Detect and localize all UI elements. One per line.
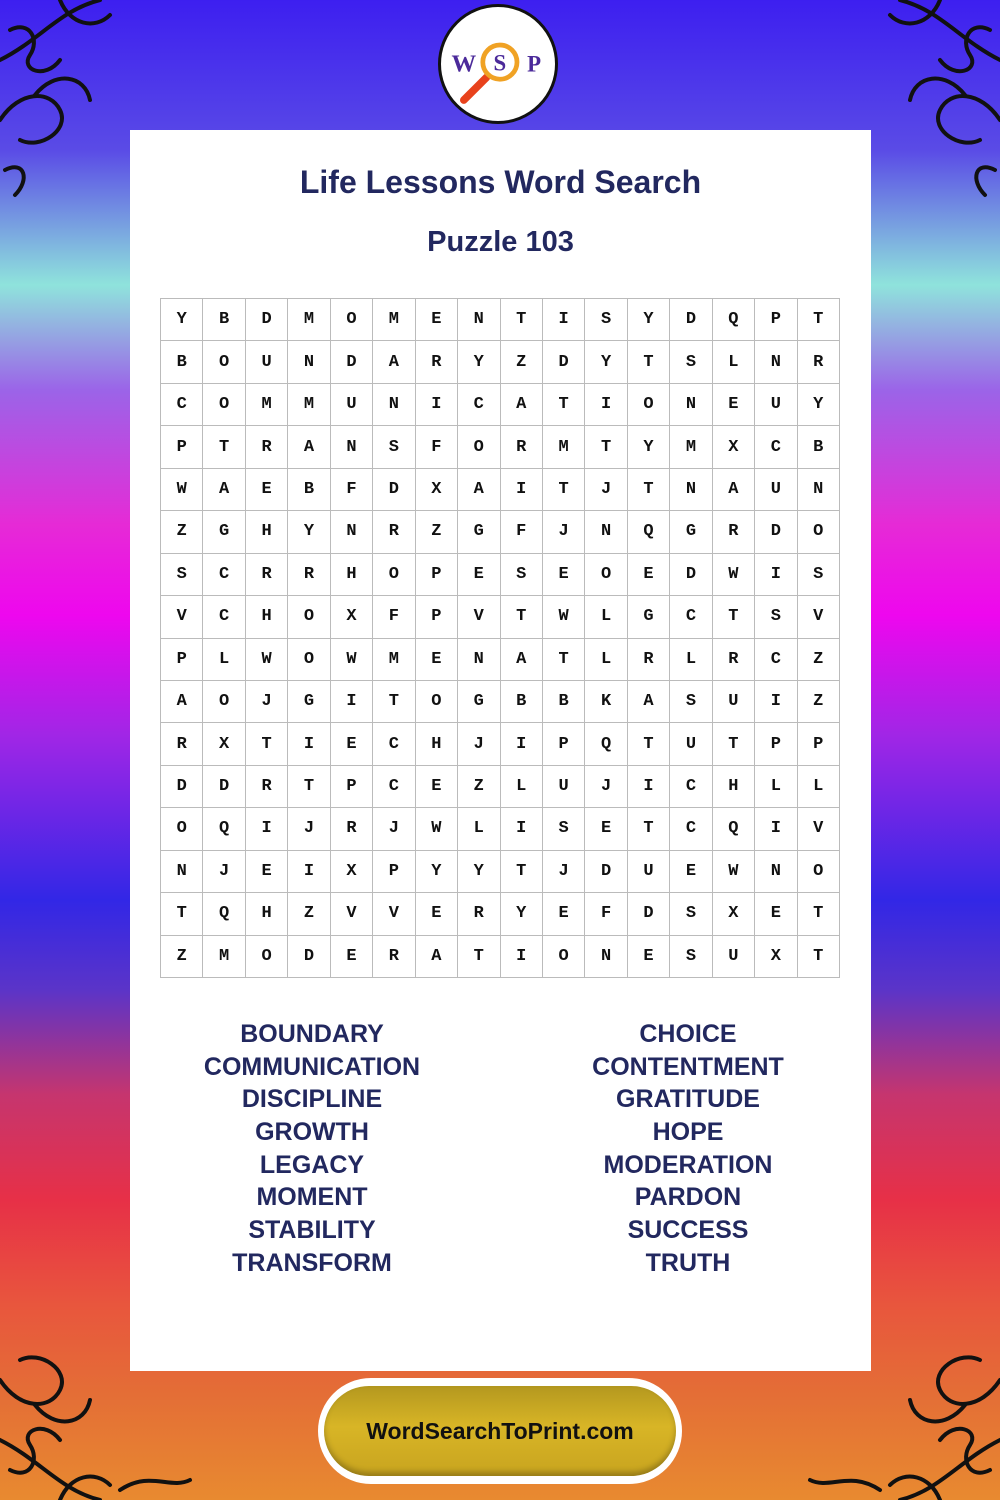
grid-cell: R bbox=[331, 808, 373, 850]
grid-cell: P bbox=[161, 639, 203, 681]
grid-cell: Z bbox=[161, 936, 203, 978]
grid-cell: N bbox=[670, 469, 712, 511]
grid-cell: A bbox=[713, 469, 755, 511]
grid-cell: O bbox=[628, 384, 670, 426]
grid-cell: I bbox=[416, 384, 458, 426]
grid-cell: R bbox=[161, 723, 203, 765]
grid-cell: X bbox=[713, 426, 755, 468]
grid-cell: O bbox=[288, 596, 330, 638]
grid-cell: V bbox=[798, 808, 840, 850]
word-item: BOUNDARY bbox=[240, 1020, 384, 1048]
grid-cell: U bbox=[331, 384, 373, 426]
grid-cell: A bbox=[628, 681, 670, 723]
grid-cell: P bbox=[373, 851, 415, 893]
grid-cell: B bbox=[501, 681, 543, 723]
word-item: MODERATION bbox=[603, 1150, 773, 1179]
grid-cell: D bbox=[373, 469, 415, 511]
grid-cell: W bbox=[331, 639, 373, 681]
grid-cell: C bbox=[203, 596, 245, 638]
grid-cell: R bbox=[373, 936, 415, 978]
grid-cell: M bbox=[543, 426, 585, 468]
grid-cell: O bbox=[798, 851, 840, 893]
grid-cell: C bbox=[670, 596, 712, 638]
grid-cell: X bbox=[331, 596, 373, 638]
grid-cell: L bbox=[458, 808, 500, 850]
grid-cell: J bbox=[585, 766, 627, 808]
grid-cell: V bbox=[458, 596, 500, 638]
grid-cell: A bbox=[288, 426, 330, 468]
grid-cell: S bbox=[670, 893, 712, 935]
grid-cell: T bbox=[543, 639, 585, 681]
grid-cell: V bbox=[798, 596, 840, 638]
grid-cell: L bbox=[798, 766, 840, 808]
grid-cell: I bbox=[331, 681, 373, 723]
grid-cell: G bbox=[458, 681, 500, 723]
grid-cell: O bbox=[161, 808, 203, 850]
grid-cell: N bbox=[670, 384, 712, 426]
grid-cell: I bbox=[755, 808, 797, 850]
grid-cell: O bbox=[203, 384, 245, 426]
grid-cell: R bbox=[628, 639, 670, 681]
logo-letter-w: W bbox=[451, 50, 477, 78]
grid-cell: F bbox=[373, 596, 415, 638]
grid-cell: N bbox=[331, 511, 373, 553]
grid-cell: P bbox=[416, 554, 458, 596]
page-title: Life Lessons Word Search bbox=[299, 164, 702, 200]
grid-cell: E bbox=[331, 723, 373, 765]
grid-cell: L bbox=[670, 639, 712, 681]
grid-cell: T bbox=[501, 596, 543, 638]
grid-cell: B bbox=[161, 341, 203, 383]
grid-cell: O bbox=[288, 639, 330, 681]
grid-cell: Q bbox=[713, 299, 755, 341]
grid-cell: E bbox=[458, 554, 500, 596]
grid-cell: A bbox=[501, 384, 543, 426]
logo-letter-p: P bbox=[527, 51, 542, 77]
grid-cell: H bbox=[246, 511, 288, 553]
word-item: GROWTH bbox=[255, 1118, 369, 1147]
grid-cell: J bbox=[288, 808, 330, 850]
grid-cell: E bbox=[416, 893, 458, 935]
grid-cell: Y bbox=[458, 341, 500, 383]
grid-cell: D bbox=[161, 766, 203, 808]
grid-cell: D bbox=[543, 341, 585, 383]
grid-cell: R bbox=[501, 426, 543, 468]
grid-cell: J bbox=[246, 681, 288, 723]
grid-cell: A bbox=[161, 681, 203, 723]
grid-cell: Z bbox=[798, 681, 840, 723]
word-item: LEGACY bbox=[259, 1150, 365, 1179]
grid-cell: D bbox=[288, 936, 330, 978]
grid-cell: T bbox=[288, 766, 330, 808]
word-item: HOPE bbox=[652, 1118, 724, 1147]
grid-cell: U bbox=[755, 469, 797, 511]
grid-cell: F bbox=[501, 511, 543, 553]
grid-cell: S bbox=[585, 299, 627, 341]
grid-cell: G bbox=[203, 511, 245, 553]
grid-cell: X bbox=[755, 936, 797, 978]
grid-cell: S bbox=[670, 681, 712, 723]
grid-cell: R bbox=[713, 639, 755, 681]
grid-cell: T bbox=[798, 893, 840, 935]
word-item: PARDON bbox=[634, 1183, 742, 1212]
grid-cell: R bbox=[416, 341, 458, 383]
grid-cell: J bbox=[543, 511, 585, 553]
grid-cell: X bbox=[416, 469, 458, 511]
grid-cell: E bbox=[543, 893, 585, 935]
grid-cell: N bbox=[585, 511, 627, 553]
grid-cell: I bbox=[501, 936, 543, 978]
grid-cell: M bbox=[246, 384, 288, 426]
magnifier-handle-icon bbox=[464, 77, 487, 100]
grid-cell: F bbox=[585, 893, 627, 935]
grid-cell: Y bbox=[628, 299, 670, 341]
grid-cell: R bbox=[246, 554, 288, 596]
grid-cell: P bbox=[755, 723, 797, 765]
grid-cell: W bbox=[543, 596, 585, 638]
grid-cell: S bbox=[755, 596, 797, 638]
grid-cell: T bbox=[203, 426, 245, 468]
grid-cell: R bbox=[798, 341, 840, 383]
grid-cell: Z bbox=[798, 639, 840, 681]
grid-cell: T bbox=[798, 299, 840, 341]
grid-cell: D bbox=[203, 766, 245, 808]
grid-cell: S bbox=[543, 808, 585, 850]
grid-cell: A bbox=[458, 469, 500, 511]
grid-cell: R bbox=[288, 554, 330, 596]
word-item: DISCIPLINE bbox=[241, 1085, 383, 1114]
word-item: STABILITY bbox=[248, 1216, 376, 1245]
website-link-button[interactable]: WordSearchToPrint.com bbox=[324, 1386, 676, 1476]
grid-cell: G bbox=[670, 511, 712, 553]
grid-cell: L bbox=[713, 341, 755, 383]
grid-cell: E bbox=[416, 766, 458, 808]
grid-cell: C bbox=[458, 384, 500, 426]
grid-cell: W bbox=[713, 851, 755, 893]
grid-cell: Y bbox=[161, 299, 203, 341]
grid-cell: T bbox=[798, 936, 840, 978]
grid-cell: T bbox=[373, 681, 415, 723]
puzzle-card bbox=[130, 130, 871, 1371]
word-item: SUCCESS bbox=[627, 1216, 749, 1245]
grid-cell: T bbox=[628, 341, 670, 383]
grid-cell: H bbox=[331, 554, 373, 596]
grid-cell: T bbox=[713, 723, 755, 765]
grid-cell: N bbox=[288, 341, 330, 383]
grid-cell: T bbox=[543, 384, 585, 426]
grid-cell: C bbox=[161, 384, 203, 426]
grid-cell: P bbox=[331, 766, 373, 808]
grid-cell: V bbox=[161, 596, 203, 638]
grid-cell: T bbox=[628, 808, 670, 850]
grid-cell: I bbox=[501, 469, 543, 511]
grid-cell: S bbox=[670, 341, 712, 383]
grid-cell: Q bbox=[628, 511, 670, 553]
grid-cell: S bbox=[798, 554, 840, 596]
grid-cell: T bbox=[585, 426, 627, 468]
grid-cell: W bbox=[713, 554, 755, 596]
grid-cell: S bbox=[670, 936, 712, 978]
word-item: CHOICE bbox=[639, 1020, 737, 1048]
grid-cell: L bbox=[755, 766, 797, 808]
grid-cell: N bbox=[755, 851, 797, 893]
grid-cell: S bbox=[161, 554, 203, 596]
grid-cell: X bbox=[331, 851, 373, 893]
grid-cell: E bbox=[670, 851, 712, 893]
grid-cell: D bbox=[670, 299, 712, 341]
grid-cell: E bbox=[416, 639, 458, 681]
grid-cell: O bbox=[246, 936, 288, 978]
grid-cell: F bbox=[331, 469, 373, 511]
grid-cell: O bbox=[203, 341, 245, 383]
grid-cell: A bbox=[501, 639, 543, 681]
grid-cell: M bbox=[670, 426, 712, 468]
grid-cell: R bbox=[373, 511, 415, 553]
grid-cell: W bbox=[416, 808, 458, 850]
grid-cell: P bbox=[416, 596, 458, 638]
grid-cell: T bbox=[458, 936, 500, 978]
grid-cell: G bbox=[628, 596, 670, 638]
grid-cell: O bbox=[416, 681, 458, 723]
grid-cell: L bbox=[203, 639, 245, 681]
grid-cell: J bbox=[458, 723, 500, 765]
grid-cell: E bbox=[246, 851, 288, 893]
grid-cell: M bbox=[373, 299, 415, 341]
grid-cell: E bbox=[246, 469, 288, 511]
grid-cell: N bbox=[373, 384, 415, 426]
grid-cell: I bbox=[501, 808, 543, 850]
grid-cell: T bbox=[628, 723, 670, 765]
word-item: CONTENTMENT bbox=[592, 1052, 784, 1081]
grid-cell: I bbox=[628, 766, 670, 808]
grid-cell: Y bbox=[628, 426, 670, 468]
letter-grid bbox=[160, 298, 840, 978]
grid-cell: M bbox=[203, 936, 245, 978]
grid-cell: C bbox=[373, 723, 415, 765]
grid-cell: R bbox=[246, 426, 288, 468]
grid-cell: H bbox=[713, 766, 755, 808]
grid-cell: O bbox=[458, 426, 500, 468]
grid-cell: B bbox=[288, 469, 330, 511]
grid-cell: Y bbox=[416, 851, 458, 893]
grid-cell: Q bbox=[203, 893, 245, 935]
word-list-left bbox=[130, 1018, 494, 1280]
grid-cell: H bbox=[246, 596, 288, 638]
grid-cell: P bbox=[543, 723, 585, 765]
grid-cell: M bbox=[288, 384, 330, 426]
grid-cell: Z bbox=[416, 511, 458, 553]
grid-cell: X bbox=[203, 723, 245, 765]
grid-cell: U bbox=[713, 936, 755, 978]
grid-cell: Q bbox=[203, 808, 245, 850]
grid-cell: U bbox=[543, 766, 585, 808]
grid-cell: E bbox=[543, 554, 585, 596]
grid-cell: T bbox=[713, 596, 755, 638]
grid-cell: D bbox=[628, 893, 670, 935]
grid-cell: L bbox=[585, 596, 627, 638]
grid-cell: I bbox=[543, 299, 585, 341]
grid-cell: Q bbox=[713, 808, 755, 850]
grid-cell: W bbox=[246, 639, 288, 681]
grid-cell: S bbox=[501, 554, 543, 596]
grid-cell: W bbox=[161, 469, 203, 511]
grid-cell: J bbox=[203, 851, 245, 893]
grid-cell: O bbox=[373, 554, 415, 596]
grid-cell: T bbox=[161, 893, 203, 935]
grid-cell: Y bbox=[288, 511, 330, 553]
grid-cell: N bbox=[458, 299, 500, 341]
word-item: TRUTH bbox=[645, 1248, 731, 1277]
grid-cell: Z bbox=[501, 341, 543, 383]
grid-cell: D bbox=[585, 851, 627, 893]
grid-cell: I bbox=[755, 554, 797, 596]
grid-cell: C bbox=[670, 766, 712, 808]
word-list-right bbox=[508, 1018, 868, 1280]
grid-cell: I bbox=[755, 681, 797, 723]
grid-cell: N bbox=[161, 851, 203, 893]
grid-cell: U bbox=[246, 341, 288, 383]
grid-cell: U bbox=[755, 384, 797, 426]
grid-cell: Y bbox=[798, 384, 840, 426]
footer-url-container bbox=[318, 1378, 682, 1484]
puzzle-number: Puzzle 103 bbox=[427, 226, 574, 258]
wsp-logo bbox=[438, 4, 558, 124]
grid-cell: X bbox=[713, 893, 755, 935]
grid-cell: T bbox=[501, 299, 543, 341]
grid-cell: C bbox=[670, 808, 712, 850]
grid-cell: C bbox=[755, 426, 797, 468]
grid-cell: P bbox=[755, 299, 797, 341]
grid-cell: Q bbox=[585, 723, 627, 765]
grid-cell: C bbox=[755, 639, 797, 681]
grid-cell: L bbox=[585, 639, 627, 681]
grid-cell: O bbox=[543, 936, 585, 978]
grid-cell: R bbox=[713, 511, 755, 553]
grid-cell: H bbox=[416, 723, 458, 765]
grid-cell: E bbox=[713, 384, 755, 426]
grid-cell: D bbox=[331, 341, 373, 383]
grid-cell: B bbox=[543, 681, 585, 723]
grid-cell: I bbox=[246, 808, 288, 850]
grid-cell: D bbox=[755, 511, 797, 553]
grid-cell: Y bbox=[501, 893, 543, 935]
grid-cell: Y bbox=[585, 341, 627, 383]
grid-cell: T bbox=[501, 851, 543, 893]
grid-cell: E bbox=[628, 554, 670, 596]
grid-cell: Z bbox=[288, 893, 330, 935]
grid-cell: R bbox=[246, 766, 288, 808]
grid-cell: E bbox=[331, 936, 373, 978]
grid-cell: V bbox=[331, 893, 373, 935]
grid-cell: O bbox=[798, 511, 840, 553]
grid-cell: M bbox=[288, 299, 330, 341]
grid-cell: V bbox=[373, 893, 415, 935]
grid-cell: R bbox=[458, 893, 500, 935]
grid-cell: E bbox=[628, 936, 670, 978]
grid-cell: I bbox=[585, 384, 627, 426]
grid-cell: N bbox=[755, 341, 797, 383]
grid-cell: H bbox=[246, 893, 288, 935]
grid-cell: D bbox=[670, 554, 712, 596]
word-item: GRATITUDE bbox=[616, 1085, 760, 1114]
grid-cell: G bbox=[288, 681, 330, 723]
grid-cell: B bbox=[203, 299, 245, 341]
grid-cell: N bbox=[458, 639, 500, 681]
word-item: COMMUNICATION bbox=[203, 1052, 421, 1081]
grid-cell: E bbox=[585, 808, 627, 850]
grid-cell: U bbox=[628, 851, 670, 893]
grid-cell: O bbox=[203, 681, 245, 723]
grid-cell: J bbox=[373, 808, 415, 850]
grid-cell: C bbox=[203, 554, 245, 596]
grid-cell: P bbox=[798, 723, 840, 765]
grid-cell: E bbox=[416, 299, 458, 341]
grid-cell: I bbox=[501, 723, 543, 765]
grid-cell: K bbox=[585, 681, 627, 723]
grid-cell: O bbox=[331, 299, 373, 341]
grid-cell: N bbox=[331, 426, 373, 468]
grid-cell: L bbox=[501, 766, 543, 808]
grid-cell: E bbox=[755, 893, 797, 935]
grid-cell: U bbox=[670, 723, 712, 765]
grid-cell: P bbox=[161, 426, 203, 468]
grid-cell: A bbox=[203, 469, 245, 511]
grid-cell: M bbox=[373, 639, 415, 681]
grid-cell: F bbox=[416, 426, 458, 468]
grid-cell: T bbox=[246, 723, 288, 765]
grid-cell: N bbox=[798, 469, 840, 511]
word-item: TRANSFORM bbox=[232, 1248, 392, 1277]
grid-cell: Z bbox=[161, 511, 203, 553]
grid-cell: J bbox=[543, 851, 585, 893]
grid-cell: C bbox=[373, 766, 415, 808]
grid-cell: Z bbox=[458, 766, 500, 808]
grid-cell: A bbox=[416, 936, 458, 978]
grid-cell: A bbox=[373, 341, 415, 383]
word-item: MOMENT bbox=[256, 1183, 368, 1212]
grid-cell: D bbox=[246, 299, 288, 341]
grid-cell: B bbox=[798, 426, 840, 468]
grid-cell: G bbox=[458, 511, 500, 553]
grid-cell: O bbox=[585, 554, 627, 596]
grid-cell: U bbox=[713, 681, 755, 723]
grid-cell: I bbox=[288, 851, 330, 893]
grid-cell: I bbox=[288, 723, 330, 765]
grid-cell: T bbox=[543, 469, 585, 511]
grid-cell: Y bbox=[458, 851, 500, 893]
grid-cell: J bbox=[585, 469, 627, 511]
grid-cell: N bbox=[585, 936, 627, 978]
grid-cell: S bbox=[373, 426, 415, 468]
grid-cell: T bbox=[628, 469, 670, 511]
logo-letter-s: S bbox=[493, 50, 507, 76]
